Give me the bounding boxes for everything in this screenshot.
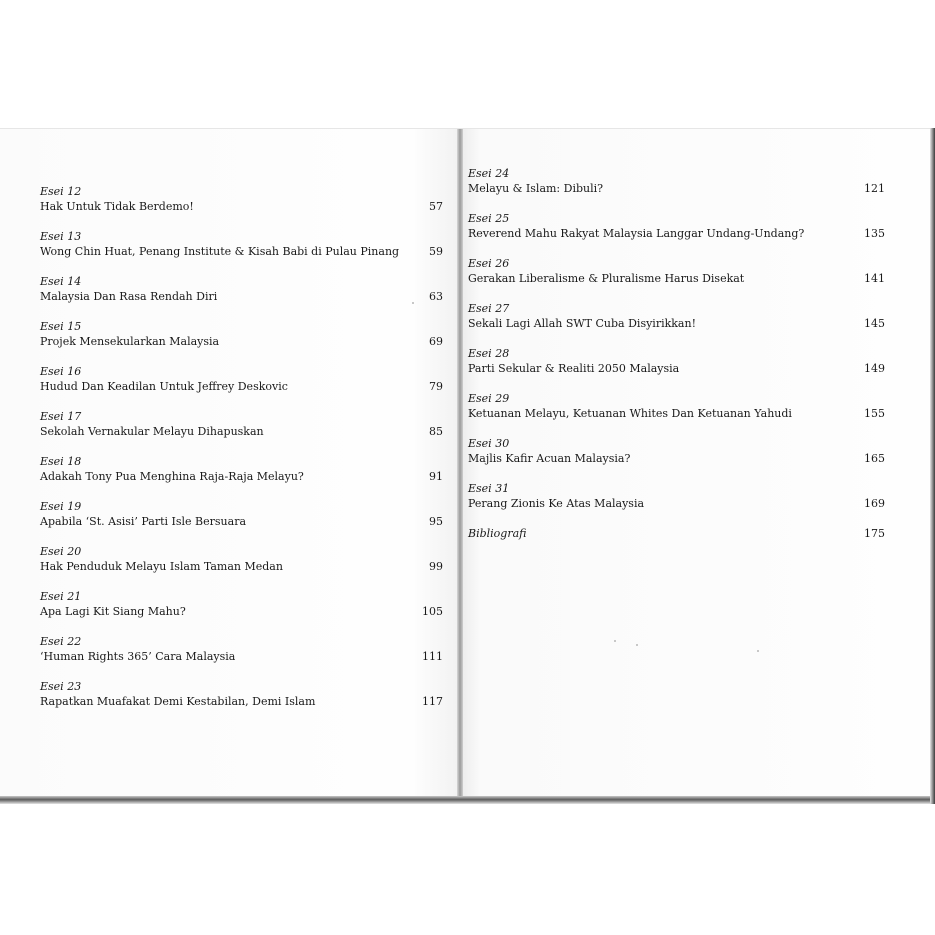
essay-title: Sekolah Vernakular Melayu Dihapuskan: [40, 425, 264, 438]
essay-number: Esei 20: [40, 545, 82, 558]
toc-entry: [40, 229, 443, 259]
essay-title: Malaysia Dan Rasa Rendah Diri: [40, 290, 218, 303]
essay-title: Projek Mensekularkan Malaysia: [40, 335, 220, 348]
toc-entry: [468, 256, 885, 286]
toc-entry: [468, 166, 885, 196]
essay-title: Ketuanan Melayu, Ketuanan Whites Dan Ketuanan Yahudi: [468, 407, 792, 420]
essay-number: Esei 16: [40, 365, 82, 378]
essay-title: Melayu & Islam: Dibuli?: [468, 182, 604, 195]
page-number: 117: [422, 695, 443, 708]
toc-entry-bibliography: [468, 526, 885, 541]
toc-entry: [40, 499, 443, 529]
page-right-edge: [930, 128, 935, 804]
essay-number: Esei 28: [468, 347, 510, 360]
page-number: 175: [864, 527, 885, 540]
essay-title: Perang Zionis Ke Atas Malaysia: [468, 497, 645, 510]
page-number: 85: [429, 425, 443, 438]
page-number: 121: [864, 182, 885, 195]
essay-number: Esei 26: [468, 257, 510, 270]
page-number: 95: [429, 515, 443, 528]
book-gutter: [457, 129, 463, 801]
essay-title: Apabila ‘St. Asisi’ Parti Isle Bersuara: [40, 515, 247, 528]
essay-number: Esei 13: [40, 230, 82, 243]
page-number: 69: [429, 335, 443, 348]
toc-entry: [40, 589, 443, 619]
essay-title: Apa Lagi Kit Siang Mahu?: [40, 605, 186, 618]
essay-title: Majlis Kafir Acuan Malaysia?: [468, 452, 631, 465]
essay-number: Esei 12: [40, 185, 82, 198]
essay-number: Esei 19: [40, 500, 82, 513]
toc-entry: [468, 436, 885, 466]
essay-number: Esei 25: [468, 212, 510, 225]
page-number: 165: [864, 452, 885, 465]
essay-number: Esei 30: [468, 437, 510, 450]
essay-number: Esei 17: [40, 410, 82, 423]
toc-entry: [40, 409, 443, 439]
page-number: 145: [864, 317, 885, 330]
essay-number: Esei 27: [468, 302, 510, 315]
page-number: 169: [864, 497, 885, 510]
toc-entry: [468, 211, 885, 241]
toc-entry: [40, 364, 443, 394]
page-number: 91: [429, 470, 443, 483]
essay-title: Gerakan Liberalisme & Pluralisme Harus Disekat: [468, 272, 745, 285]
paper-speck: [412, 302, 414, 304]
essay-number: Esei 23: [40, 680, 82, 693]
essay-title: Hak Untuk Tidak Berdemo!: [40, 200, 194, 213]
page-number: 135: [864, 227, 885, 240]
page-number: 149: [864, 362, 885, 375]
essay-title: ‘Human Rights 365’ Cara Malaysia: [40, 650, 236, 663]
essay-number: Esei 22: [40, 635, 82, 648]
page-number: 99: [429, 560, 443, 573]
essay-number: Esei 29: [468, 392, 510, 405]
toc-entry: [40, 544, 443, 574]
toc-entry: [468, 301, 885, 331]
bibliography-label: Bibliografi: [468, 527, 527, 540]
essay-number: Esei 24: [468, 167, 510, 180]
toc-entry: [40, 634, 443, 664]
paper-speck: [757, 650, 759, 652]
toc-entry: [40, 454, 443, 484]
essay-title: Parti Sekular & Realiti 2050 Malaysia: [468, 362, 680, 375]
paper-speck: [636, 644, 638, 646]
page-number: 57: [429, 200, 443, 213]
essay-title: Wong Chin Huat, Penang Institute & Kisah Babi di Pulau Pinang: [40, 245, 400, 258]
page-number: 63: [429, 290, 443, 303]
toc-entry: [40, 319, 443, 349]
page-number: 155: [864, 407, 885, 420]
page-number: 59: [429, 245, 443, 258]
essay-number: Esei 14: [40, 275, 82, 288]
essay-title: Hudud Dan Keadilan Untuk Jeffrey Deskovic: [40, 380, 288, 393]
page-number: 141: [864, 272, 885, 285]
essay-number: Esei 15: [40, 320, 82, 333]
essay-title: Sekali Lagi Allah SWT Cuba Disyirikkan!: [468, 317, 696, 330]
page-number: 105: [422, 605, 443, 618]
essay-title: Reverend Mahu Rakyat Malaysia Langgar Undang-Undang?: [468, 227, 805, 240]
toc-entry: [40, 274, 443, 304]
essay-number: Esei 21: [40, 590, 82, 603]
page-number: 111: [422, 650, 443, 663]
toc-entry: [40, 184, 443, 214]
toc-entry: [468, 346, 885, 376]
essay-number: Esei 18: [40, 455, 82, 468]
essay-number: Esei 31: [468, 482, 510, 495]
essay-title: Rapatkan Muafakat Demi Kestabilan, Demi Islam: [40, 695, 316, 708]
toc-entry: [468, 481, 885, 511]
essay-title: Adakah Tony Pua Menghina Raja-Raja Melayu?: [40, 470, 304, 483]
toc-entry: [468, 391, 885, 421]
paper-speck: [614, 640, 616, 642]
toc-entry: [40, 679, 443, 709]
essay-title: Hak Penduduk Melayu Islam Taman Medan: [40, 560, 283, 573]
page-bottom-edge: [0, 796, 935, 804]
page-number: 79: [429, 380, 443, 393]
